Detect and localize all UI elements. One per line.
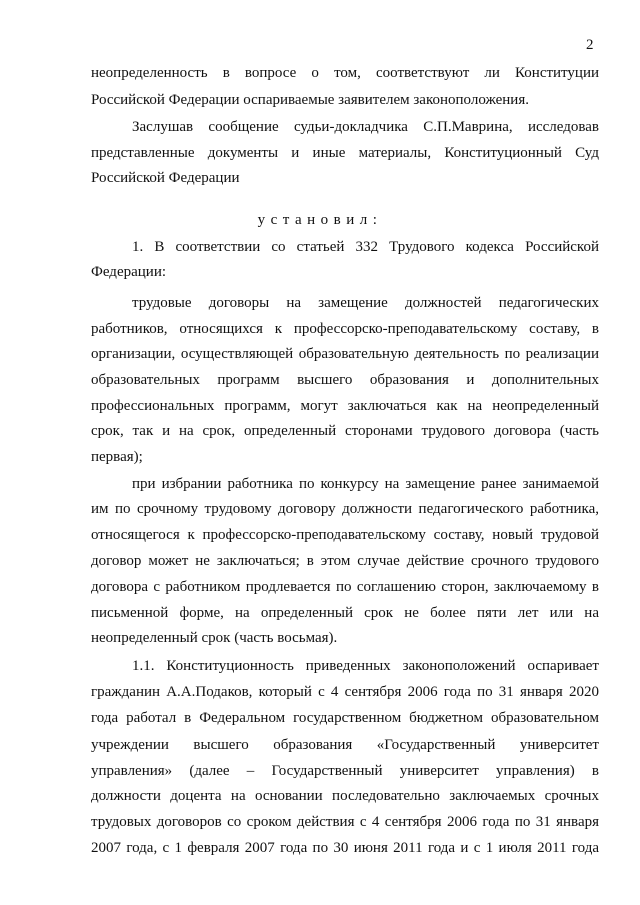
text-line: трудовые договоры на замещение должностей педагогических — [132, 295, 599, 311]
text-line: 2007 года, с 1 февраля 2007 года по 30 июня 2011 года и с 1 июля 2011 года — [91, 840, 599, 856]
text-line: Российской Федерации оспариваемые заявителем законоположения. — [91, 92, 529, 108]
text-line: организации, осуществляющей образовательную деятельность по реализации — [91, 346, 599, 362]
text-line: должности доцента на основании последовательно заключаемых срочных — [91, 788, 599, 804]
text-line: работников, относящихся к профессорско-преподавательскому составу, в — [91, 321, 599, 337]
text-line: представленные документы и иные материалы, Конституционный Суд — [91, 145, 599, 161]
text-line: года работал в Федеральном государственном бюджетном образовательном — [91, 710, 599, 726]
text-line: неопределенность в вопросе о том, соответствуют ли Конституции — [91, 65, 599, 81]
text-line: 1.1. Конституционность приведенных законоположений оспаривает — [132, 658, 599, 674]
text-line: письменной форме, на определенный срок не более пяти лет или на — [91, 605, 599, 621]
text-line: срок, так и на срок, определенный сторонами трудового договора (часть — [91, 423, 599, 439]
text-line: договор может не заключаться; в этом случае действие срочного трудового — [91, 553, 599, 569]
text-line: при избрании работника по конкурсу на замещение ранее занимаемой — [132, 476, 599, 492]
text-line: неопределенный срок (часть восьмая). — [91, 630, 338, 646]
text-line: относящегося к профессорско-преподавательскому составу, новый трудовой — [91, 527, 599, 543]
text-line: профессиональных программ, могут заключаться как на неопределенный — [91, 398, 599, 414]
text-line: образовательных программ высшего образования и дополнительных — [91, 372, 599, 388]
text-line: Федерации: — [91, 264, 167, 280]
text-line: учреждении высшего образования «Государственный университет — [91, 737, 599, 753]
text-line: Российской Федерации — [91, 170, 240, 186]
text-line: договора с работником продлевается по соглашению сторон, заключаемому в — [91, 579, 599, 595]
text-line: гражданин А.А.Подаков, который с 4 сентября 2006 года по 31 января 2020 — [91, 684, 599, 700]
text-line: трудовых договоров со сроком действия с 4 сентября 2006 года по 31 января — [91, 814, 599, 830]
text-line: им по срочному трудовому договору должности педагогического работника, — [91, 501, 599, 517]
page-number: 2 — [586, 37, 594, 53]
text-line: 1. В соответствии со статьей 332 Трудового кодекса Российской — [132, 239, 599, 255]
section-heading: установил: — [257, 212, 383, 228]
text-line: управления» (далее – Государственный университет управления) в — [91, 763, 599, 779]
text-line: Заслушав сообщение судьи-докладчика С.П.Маврина, исследовав — [132, 119, 599, 135]
text-line: первая); — [91, 449, 143, 465]
